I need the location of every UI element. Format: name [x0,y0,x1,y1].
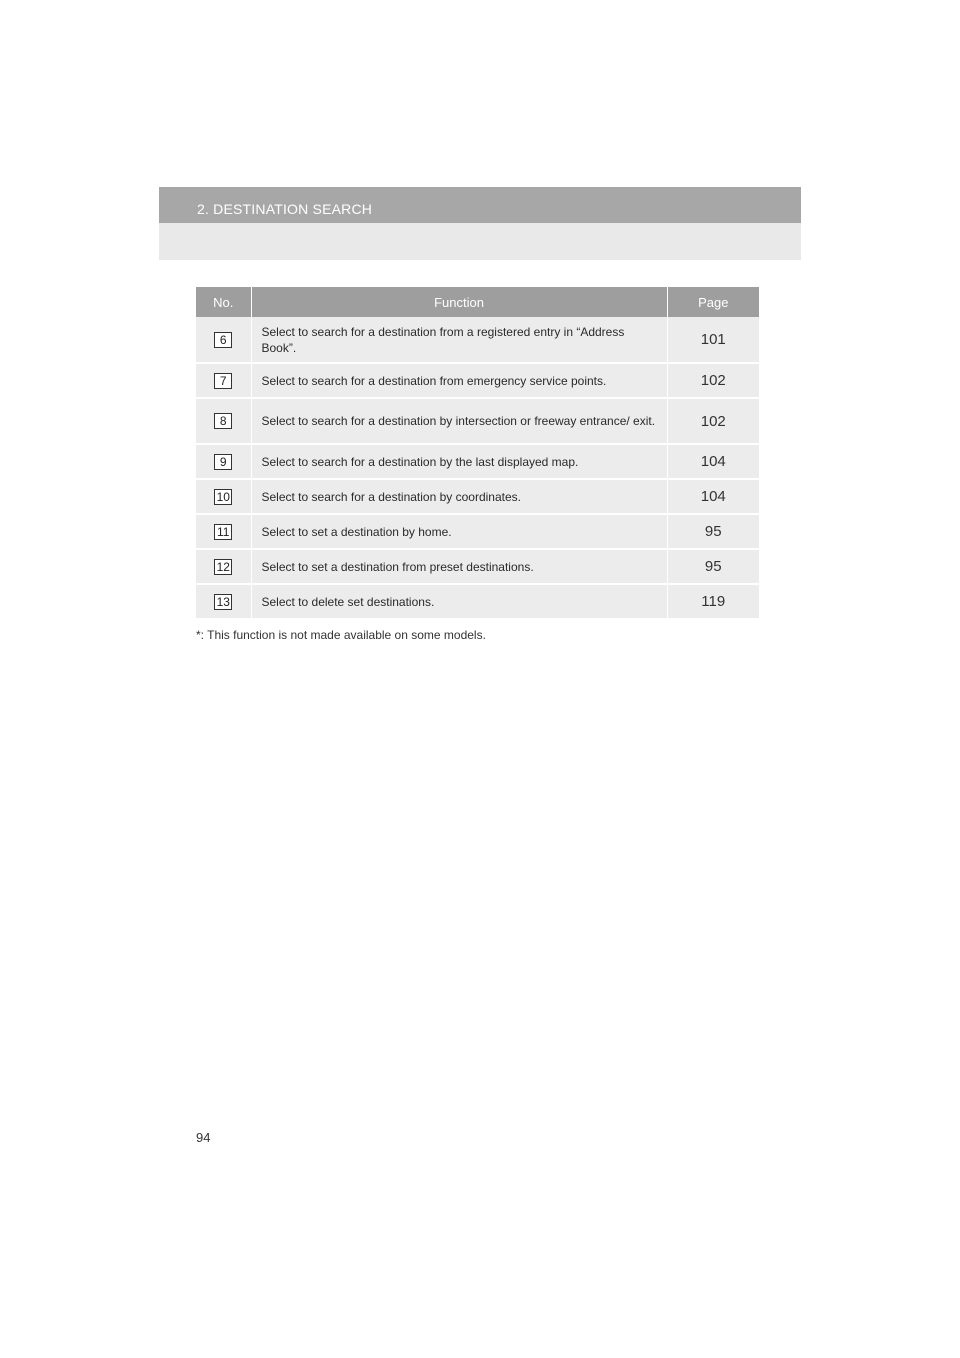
row-number-cell [196,444,251,479]
function-cell: Select to search for a destination from emergency service points. [251,363,667,398]
page-cell: 101 [667,317,759,363]
number-badge: 6 [214,332,232,348]
function-cell: Select to search for a destination by coordinates. [251,479,667,514]
page-cell: 102 [667,363,759,398]
header-band [159,187,801,260]
footnote: *: This function is not made available on some models. [196,628,486,642]
page-cell: 104 [667,479,759,514]
section-title: 2. DESTINATION SEARCH [197,201,373,217]
table-row [196,444,759,479]
table-row [196,584,759,619]
row-number-cell [196,317,251,363]
function-cell: Select to set a destination from preset destinations. [251,549,667,584]
row-number-cell [196,479,251,514]
number-badge: 9 [214,454,232,470]
page-cell: 95 [667,549,759,584]
row-number-cell [196,584,251,619]
table-row [196,317,759,363]
number-badge: 13 [214,594,232,610]
function-cell: Select to delete set destinations. [251,584,667,619]
function-cell: Select to search for a destination from a registered entry in “Address Book”. [251,317,667,363]
table-header-row [196,287,759,317]
row-number-cell [196,514,251,549]
page-cell: 119 [667,584,759,619]
row-number-cell [196,549,251,584]
table-row [196,363,759,398]
table-row [196,549,759,584]
page-number: 94 [196,1130,211,1145]
page-cell: 102 [667,398,759,444]
function-cell: Select to search for a destination by the last displayed map. [251,444,667,479]
number-badge: 7 [214,373,232,389]
column-header-page: Page [667,287,759,317]
table-row [196,398,759,444]
number-badge: 11 [214,524,232,540]
page-cell: 95 [667,514,759,549]
function-cell: Select to set a destination by home. [251,514,667,549]
header-bar [159,187,801,223]
number-badge: 12 [214,559,232,575]
number-badge: 8 [214,413,232,429]
row-number-cell [196,398,251,444]
page-cell: 104 [667,444,759,479]
column-header-function: Function [251,287,667,317]
table-row [196,514,759,549]
function-cell: Select to search for a destination by intersection or freeway entrance/ exit. [251,398,667,444]
column-header-no: No. [196,287,251,317]
number-badge: 10 [214,489,232,505]
row-number-cell [196,363,251,398]
function-table [196,287,759,620]
table-row [196,479,759,514]
